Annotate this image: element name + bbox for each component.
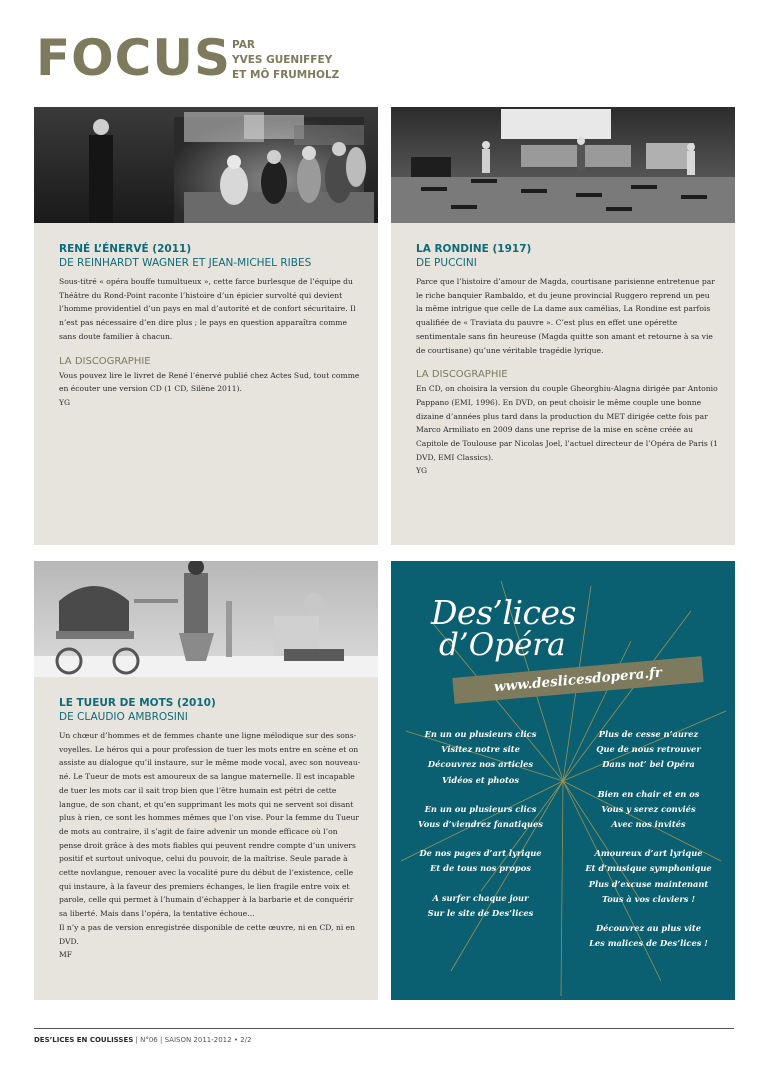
card-body [59,696,362,961]
footer: DES’LICES EN COULISSES | N°06 | SAISON 2011-2012 • 2/2 [34,1036,252,1044]
signature: MF [59,950,73,960]
footer-season: SAISON 2011-2012 [164,1036,232,1044]
discography-heading: LA DISCOGRAPHIE [59,355,151,367]
card-subtitle: DE PUCCINI [416,257,477,269]
card-body [59,242,362,409]
card-la-rondine [391,107,735,545]
signature: YG [59,397,71,407]
card-title: RENÉ L’ÉNERVÉ (2011) [59,243,192,255]
card-title: LA RONDINE (1917) [416,243,532,255]
page-title: FOCUS [36,29,231,87]
byline-author-2: ET MÔ FRUMHOLZ [232,69,340,81]
footer-page-number: 2/2 [240,1036,252,1044]
stanza: Découvrez au plus vite Les malices de Des’lices ! [589,923,708,949]
stanza: En un ou plusieurs clics Visitez notre site Découvrez nos articles Vidéos et photos [424,729,537,785]
byline [232,38,339,83]
card-rene-enerve [34,107,378,545]
poem-left-column [403,727,558,935]
card-text: Sous-titré « opéra bouffe tumultueux », cette farce burlesque de l’équipe du Théâtre du Rond-Point raconte l’histoire d’un épicier survolté qui devient l’homme providentiel d’un pays en mal d’autorité et de confort sécuritaire. Il n’est pas nécessaire d’en dire plus ; le pays en question apparaîtra comme sans doute familier à chacun. [59,277,356,341]
card-title: LE TUEUR DE MOTS (2010) [59,697,216,709]
card-text: Un chœur d’hommes et de femmes chante une ligne mélodique sur des sons-voyelles. Le héros qui a pour profession de tuer les mots entre en scène et on assiste au dialogue qu’il instaure, sur le même mode vocal, avec son nouveau-né. Le Tueur de mots est amoureux de sa langue maternelle. Il est incapable de tuer les mots car il sait trop bien que l’être humain est pétri de cette langue, de son chant, et qu’en supprimant les mots qui ne servent soi disant plus à rien, ce sont les hommes mêmes que l’on vise. Pour la femme du Tueur de mots au contraire, il s’agit de faire advenir un monde efficace où l’on pense droit grâce à des mots fiables qui peuvent rendre compte d’un univers positif et surtout univoque, celui du pouvoir, de la maîtrise. Seule parade à cette novlangue, renouer avec la vocalité pure du début de l’existence, celle qui instaure, à la faveur des premiers échanges, le lien fragile entre voix et parole, celle qui permet à l’humain d’échapper à la barbarie et de conquérir sa liberté. Mais dans l’opéra, la tentative échoue… [59,731,361,919]
card-subtitle: DE REINHARDT WAGNER ET JEAN-MICHEL RIBES [59,257,312,269]
card-subtitle: DE CLAUDIO AMBROSINI [59,711,188,723]
footer-divider [34,1028,734,1029]
promo-deslices [391,561,735,1000]
card-text-2: Il n’y a pas de version enregistrée disponible de cette œuvre, ni en CD, ni en DVD. [59,922,356,946]
card-text: Parce que l’histoire d’amour de Magda, courtisane parisienne entretenue par le riche banquier Rambaldo, et du jeune provincial Ruggero reprend un peu la même intrigue que celle de La dame aux camélias, La Rondine est parfois qualifiée de « Traviata du pauvre ». C’est plus en effet une opérette sentimentale sans fin heureuse (Magda quitte son amant et retourne à sa vie de courtisane) qu’une véritable tragédie lyrique. [416,277,715,355]
byline-par: PAR [232,39,255,51]
stanza: Bien en chair et en os Vous y serez conviés Avec nos invités [597,788,700,830]
card-tueur-de-mots [34,561,378,1000]
footer-issue: N°06 [140,1036,158,1044]
stanza: A surfer chaque jour Sur le site de Des’lices [427,892,534,918]
stanza: De nos pages d’art lyrique Et de tous nos propos [419,848,542,874]
footer-publication: DES’LICES EN COULISSES [34,1036,134,1044]
card-body [416,242,719,477]
signature: YG [416,466,428,476]
poem-right-column [571,727,726,965]
stage-photo-rene-enerve [34,107,378,223]
discography-text: En CD, on choisira la version du couple Gheorghiu-Alagna dirigée par Antonio Pappano (EMI, 1996). En DVD, on peut choisir le même couple une bonne dizaine d’années plus tard dans la production du MET dirigée cette fois par Marco Armiliato en 2009 dans une reprise de la mise en scène créée au Capitole de Toulouse par Nicolas Joel, l’actuel directeur de l’Opéra de Paris (1 DVD, EMI Classics). [416,384,718,462]
stanza: Plus de cesse n’aurez Que de nous retrouver Dans not’ bel Opéra [596,729,701,770]
stage-photo-la-rondine [391,107,735,223]
discography-text: Vous pouvez lire le livret de René l’énervé publié chez Actes Sud, tout comme en écouter une version CD (1 CD, Silène 2011). [59,370,360,394]
logo-line-2: d’Opéra [439,627,566,663]
stanza: En un ou plusieurs clics Vous d’viendrez fanatiques [418,803,543,830]
byline-author-1: YVES GUENIFFEY [232,54,333,66]
website-link[interactable]: www.deslicesdopera.fr [493,664,663,696]
discography-heading: LA DISCOGRAPHIE [416,369,508,381]
logo-line-1: Des’lices [431,593,576,632]
stanza: Amoureux d’art lyrique Et d’musique symphonique Plus d’excuse maintenant Tous à vos claviers ! [585,848,712,904]
stage-photo-tueur-de-mots [34,561,378,677]
